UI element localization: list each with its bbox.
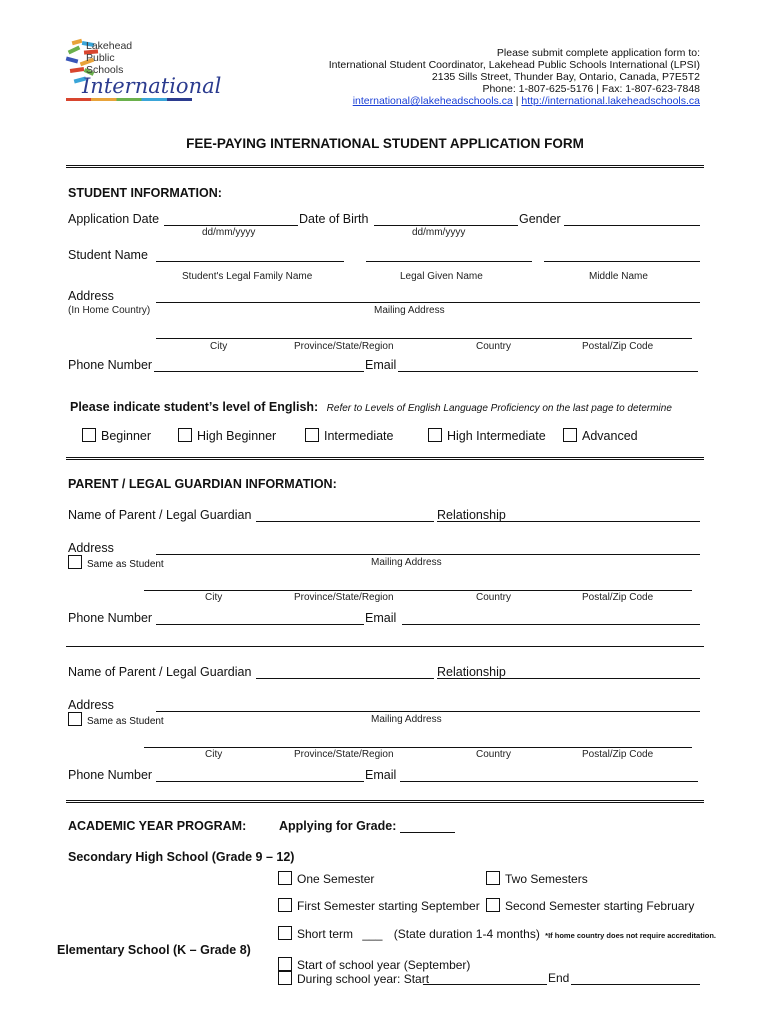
level-intermediate[interactable]: [305, 428, 393, 443]
home-country-note: (In Home Country): [68, 305, 151, 316]
short-term-note: *If home country does not require accreditation.: [545, 931, 717, 940]
date-of-birth-field[interactable]: [374, 225, 518, 226]
mailing-address-caption: Mailing Address: [371, 557, 442, 568]
divider: [66, 457, 704, 460]
guardian2-name-label: Name of Parent / Legal Guardian: [68, 665, 252, 679]
during-year-option[interactable]: [278, 971, 429, 986]
email-field[interactable]: [398, 371, 698, 372]
city-caption: City: [210, 341, 228, 352]
option-label: Short term: [297, 927, 354, 941]
checkbox[interactable]: [563, 428, 577, 442]
level-label: Advanced: [582, 429, 638, 443]
option-label: Second Semester starting February: [505, 899, 695, 913]
guardian-email-field[interactable]: [402, 624, 700, 625]
option-label: Start of school year (September): [297, 958, 471, 972]
elementary-heading: Elementary School (K – Grade 8): [57, 943, 251, 957]
postal-caption: Postal/Zip Code: [582, 749, 654, 760]
same-as-student-checkbox[interactable]: [68, 555, 164, 570]
checkbox[interactable]: [278, 898, 292, 912]
same-as-student-label: Same as Student: [87, 559, 164, 570]
logo-script: International: [82, 74, 222, 98]
checkbox[interactable]: [278, 926, 292, 940]
student-name-label: Student Name: [68, 248, 148, 262]
email-link[interactable]: international@lakeheadschools.ca: [352, 95, 513, 107]
contact-line-4: Phone: 1-807-625-5176 | Fax: 1-807-623-7848: [482, 83, 700, 95]
contact-line-3: 2135 Sills Street, Thunder Bay, Ontario, Canada, P7E5T2: [431, 71, 700, 83]
province-caption: Province/State/Region: [294, 592, 394, 603]
mailing-address-field[interactable]: [156, 302, 700, 303]
academic-heading: ACADEMIC YEAR PROGRAM:: [68, 819, 247, 833]
logo-text-3: Schools: [86, 64, 124, 76]
level-label: Intermediate: [324, 429, 394, 443]
logo-color-bar: [66, 98, 192, 101]
website-link[interactable]: http://international.lakeheadschools.ca: [521, 95, 700, 107]
english-note: Refer to Levels of English Language Proficiency on the last page to determine: [326, 403, 672, 414]
checkbox[interactable]: [278, 871, 292, 885]
guardian2-email-field[interactable]: [400, 781, 698, 782]
level-label: High Beginner: [197, 429, 277, 443]
city-caption: City: [205, 592, 223, 603]
second-semester-option[interactable]: [486, 898, 694, 913]
gender-field[interactable]: [564, 225, 700, 226]
option-label: During school year: Start: [297, 972, 430, 986]
application-date-label: Application Date: [68, 212, 160, 226]
start-date-field[interactable]: [423, 984, 547, 985]
postal-caption: Postal/Zip Code: [582, 592, 654, 603]
english-level-prompt: [70, 398, 672, 416]
phone-field[interactable]: [154, 371, 364, 372]
divider: [66, 800, 704, 803]
postal-caption: Postal/Zip Code: [582, 341, 654, 352]
checkbox[interactable]: [486, 898, 500, 912]
city-caption: City: [205, 749, 223, 760]
checkbox[interactable]: [278, 971, 292, 985]
short-term-blank[interactable]: ___: [362, 927, 383, 941]
guardian2-address-label: Address: [68, 698, 114, 712]
middle-name-caption: Middle Name: [589, 271, 648, 282]
guardian2-name-field[interactable]: [256, 678, 434, 679]
mailing-address-caption: Mailing Address: [371, 714, 442, 725]
dob-format: dd/mm/yyyy: [412, 227, 466, 238]
one-semester-option[interactable]: [278, 871, 374, 886]
relationship-field[interactable]: [437, 521, 700, 522]
checkbox[interactable]: [305, 428, 319, 442]
given-name-field[interactable]: [366, 261, 532, 262]
first-semester-option[interactable]: [278, 898, 480, 913]
level-label: High Intermediate: [447, 429, 546, 443]
secondary-heading: Secondary High School (Grade 9 – 12): [68, 850, 295, 864]
family-name-caption: Student's Legal Family Name: [182, 271, 313, 282]
application-date-field[interactable]: [164, 225, 298, 226]
guardian-address-label: Address: [68, 541, 114, 555]
date-of-birth-label: Date of Birth: [299, 212, 369, 226]
contact-line-1: Please submit complete application form to:: [496, 47, 700, 59]
address-label: Address: [68, 289, 114, 303]
divider-thin: [66, 646, 704, 647]
family-name-field[interactable]: [156, 261, 344, 262]
mailing-address-caption: Mailing Address: [374, 305, 445, 316]
application-date-format: dd/mm/yyyy: [202, 227, 256, 238]
english-prompt-text: Please indicate student’s level of English:: [70, 400, 319, 414]
student-heading: STUDENT INFORMATION:: [68, 186, 222, 200]
link-separator: |: [512, 95, 522, 107]
guardian-email-label: Email: [365, 611, 397, 625]
province-caption: Province/State/Region: [294, 341, 394, 352]
guardian-phone-field[interactable]: [156, 624, 364, 625]
level-beginner[interactable]: [82, 428, 151, 443]
applying-grade-label: Applying for Grade:: [279, 819, 397, 833]
option-label: First Semester starting September: [297, 899, 480, 913]
gender-label: Gender: [519, 212, 561, 226]
checkbox[interactable]: [68, 712, 82, 726]
divider: [66, 165, 704, 168]
same-as-student-label: Same as Student: [87, 716, 164, 727]
guardian2-city-field[interactable]: [144, 747, 692, 748]
level-high-beginner[interactable]: [178, 428, 276, 443]
guardian-city-field[interactable]: [144, 590, 692, 591]
country-caption: Country: [476, 341, 512, 352]
guardian2-phone-field[interactable]: [156, 781, 364, 782]
checkbox[interactable]: [178, 428, 192, 442]
guardian2-email-label: Email: [365, 768, 397, 782]
logo-text-1: Lakehead: [86, 40, 133, 52]
logo: [64, 38, 222, 104]
same-as-student-checkbox[interactable]: [68, 712, 164, 727]
state-duration: (State duration 1-4 months): [393, 927, 540, 941]
form-title: FEE-PAYING INTERNATIONAL STUDENT APPLICATION FORM: [186, 136, 584, 151]
guardian-phone-label: Phone Number: [68, 611, 153, 625]
option-label: Two Semesters: [505, 872, 588, 886]
relationship2-field[interactable]: [437, 678, 700, 679]
guardian-name-field[interactable]: [256, 521, 434, 522]
country-caption: Country: [476, 592, 512, 603]
logo-text-2: Public: [86, 52, 115, 64]
option-label: One Semester: [297, 872, 375, 886]
relationship-label: Relationship: [437, 508, 506, 522]
middle-name-field[interactable]: [544, 261, 700, 262]
checkbox[interactable]: [486, 871, 500, 885]
level-label: Beginner: [101, 429, 152, 443]
guardian-address-field[interactable]: [156, 554, 700, 555]
two-semesters-option[interactable]: [486, 871, 588, 886]
checkbox[interactable]: [428, 428, 442, 442]
country-caption: Country: [476, 749, 512, 760]
contact-line-2: International Student Coordinator, Lakehead Public Schools International (LPSI): [328, 59, 700, 71]
level-advanced[interactable]: [563, 428, 638, 443]
email-label: Email: [365, 358, 397, 372]
given-name-caption: Legal Given Name: [400, 271, 483, 282]
relationship2-label: Relationship: [437, 665, 506, 679]
start-of-year-option[interactable]: [278, 957, 470, 972]
contact-links: [353, 95, 700, 108]
grade-field[interactable]: [400, 832, 455, 833]
short-term-option[interactable]: [278, 926, 716, 941]
guardian-heading: PARENT / LEGAL GUARDIAN INFORMATION:: [68, 477, 337, 491]
end-date-field[interactable]: [571, 984, 700, 985]
province-caption: Province/State/Region: [294, 749, 394, 760]
checkbox[interactable]: [82, 428, 96, 442]
checkbox[interactable]: [278, 957, 292, 971]
end-label: End: [548, 971, 570, 985]
city-region-field[interactable]: [156, 338, 692, 339]
guardian-name-label: Name of Parent / Legal Guardian: [68, 508, 252, 522]
guardian2-address-field[interactable]: [156, 711, 700, 712]
level-high-intermediate[interactable]: [428, 428, 546, 443]
guardian2-phone-label: Phone Number: [68, 768, 153, 782]
phone-label: Phone Number: [68, 358, 153, 372]
checkbox[interactable]: [68, 555, 82, 569]
